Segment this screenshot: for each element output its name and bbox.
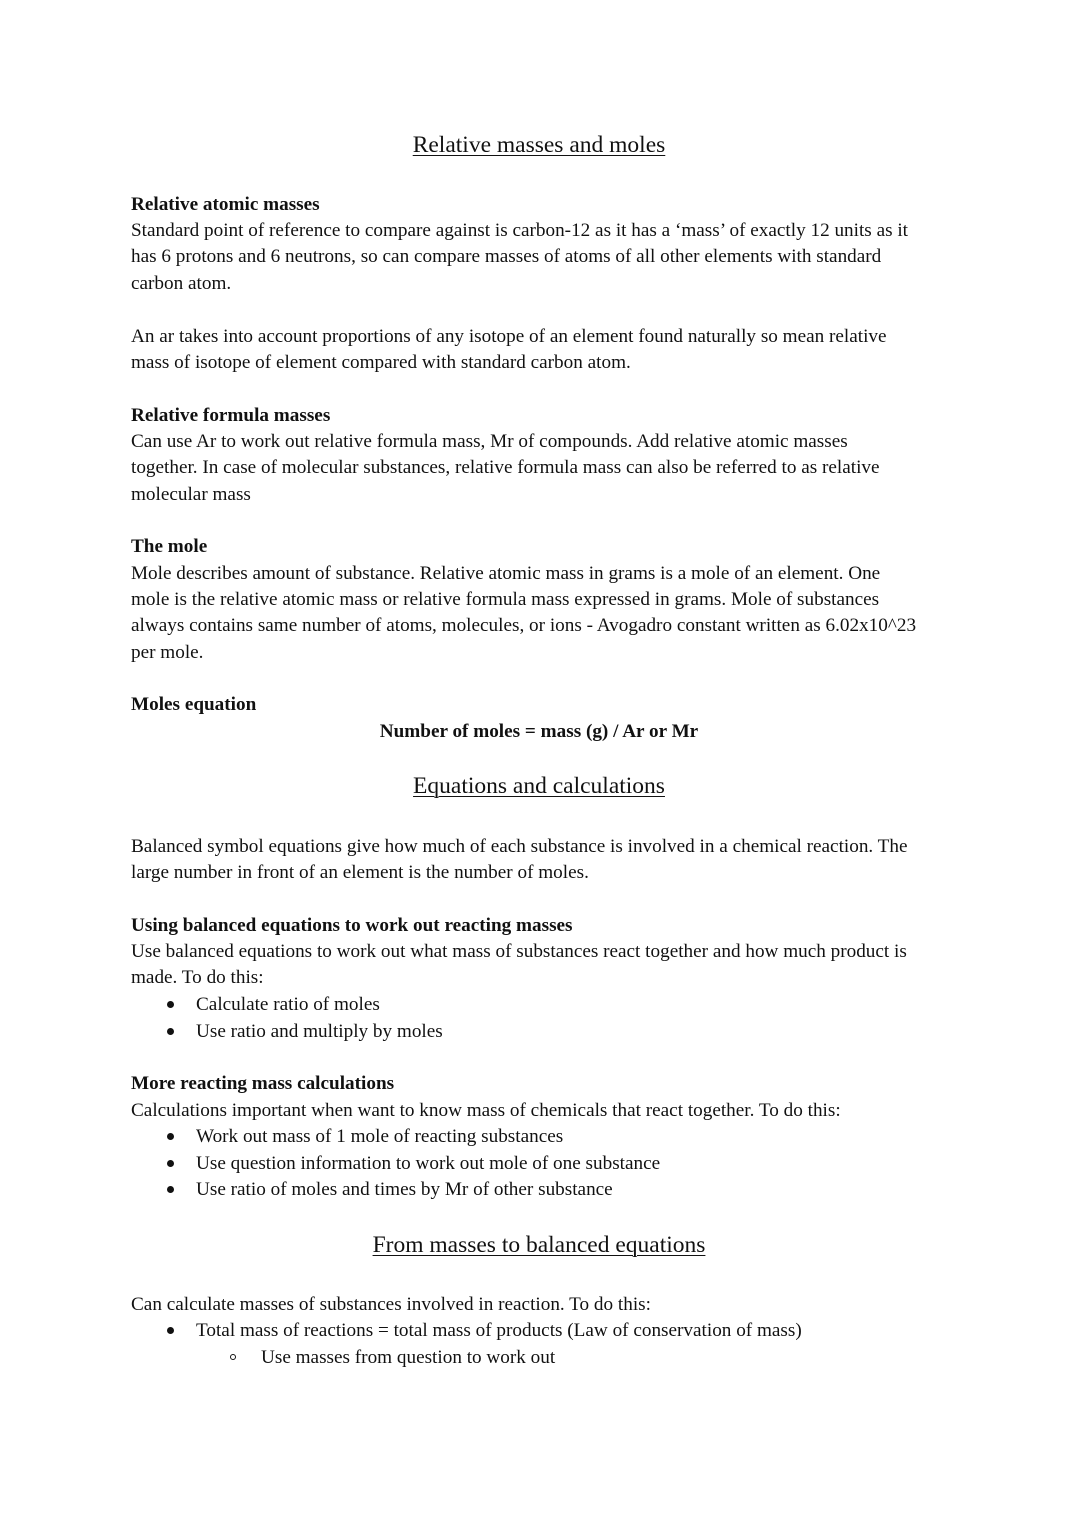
- paragraph-line: mole is the relative atomic mass or relative formula mass expressed in grams. Mole of substances: [131, 589, 880, 610]
- paragraph-line: Balanced symbol equations give how much of each substance is involved in a chemical reaction. The: [131, 836, 908, 857]
- list-item: Total mass of reactions = total mass of products (Law of conservation of mass): [196, 1320, 802, 1341]
- paragraph-line: Can calculate masses of substances involved in reaction. To do this:: [131, 1294, 651, 1315]
- bullet-icon: [167, 1327, 174, 1334]
- section-title: [131, 1230, 947, 1260]
- sub-list-item: Use masses from question to work out: [261, 1347, 556, 1368]
- subsection-heading: The mole: [131, 536, 208, 557]
- paragraph-line: per mole.: [131, 642, 204, 663]
- bullet-icon: [167, 1160, 174, 1167]
- subsection-heading: Relative formula masses: [131, 405, 331, 426]
- paragraph-line: has 6 protons and 6 neutrons, so can compare masses of atoms of all other elements with standard: [131, 246, 882, 267]
- section-title: [131, 130, 947, 160]
- subsection-heading: Relative atomic masses: [131, 194, 320, 215]
- paragraph-line: large number in front of an element is the number of moles.: [131, 862, 589, 883]
- paragraph-line: always contains same number of atoms, molecules, or ions - Avogadro constant written as 6.02x10^23: [131, 615, 917, 636]
- paragraph-line: made. To do this:: [131, 967, 264, 988]
- bullet-icon: [167, 1186, 174, 1193]
- section-title-text: Relative masses and moles: [412, 132, 666, 158]
- paragraph-line: molecular mass: [131, 484, 251, 505]
- section-title: [131, 771, 947, 801]
- list-item: Use ratio and multiply by moles: [196, 1021, 443, 1042]
- subsection-heading: More reacting mass calculations: [131, 1073, 395, 1094]
- section-title-text: From masses to balanced equations: [372, 1232, 706, 1258]
- paragraph-line: An ar takes into account proportions of any isotope of an element found naturally so mean relative: [131, 326, 887, 347]
- subsection-heading: Moles equation: [131, 694, 257, 715]
- bullet-icon: [167, 1028, 174, 1035]
- subsection-heading: Using balanced equations to work out reacting masses: [131, 915, 573, 936]
- list-item: Use question information to work out mole of one substance: [196, 1153, 661, 1174]
- paragraph-line: Mole describes amount of substance. Relative atomic mass in grams is a mole of an element. One: [131, 563, 881, 584]
- paragraph-line: Use balanced equations to work out what mass of substances react together and how much product is: [131, 941, 907, 962]
- moles-equation: Number of moles = mass (g) / Ar or Mr: [379, 721, 699, 742]
- section-title-text: Equations and calculations: [413, 773, 665, 799]
- paragraph-line: Standard point of reference to compare against is carbon-12 as it has a ‘mass’ of exactly 12 units as it: [131, 220, 909, 241]
- bullet-icon: [167, 1001, 174, 1008]
- paragraph-line: mass of isotope of element compared with standard carbon atom.: [131, 352, 631, 373]
- hollow-bullet-icon: [230, 1354, 236, 1360]
- list-item: Work out mass of 1 mole of reacting substances: [196, 1126, 564, 1147]
- list-item: Use ratio of moles and times by Mr of other substance: [196, 1179, 613, 1200]
- list-item: Calculate ratio of moles: [196, 994, 380, 1015]
- paragraph-line: carbon atom.: [131, 273, 232, 294]
- paragraph-line: together. In case of molecular substances, relative formula mass can also be referred to as relative: [131, 457, 880, 478]
- paragraph-line: Can use Ar to work out relative formula mass, Mr of compounds. Add relative atomic masses: [131, 431, 848, 452]
- paragraph-line: Calculations important when want to know mass of chemicals that react together. To do this:: [131, 1100, 841, 1121]
- bullet-icon: [167, 1133, 174, 1140]
